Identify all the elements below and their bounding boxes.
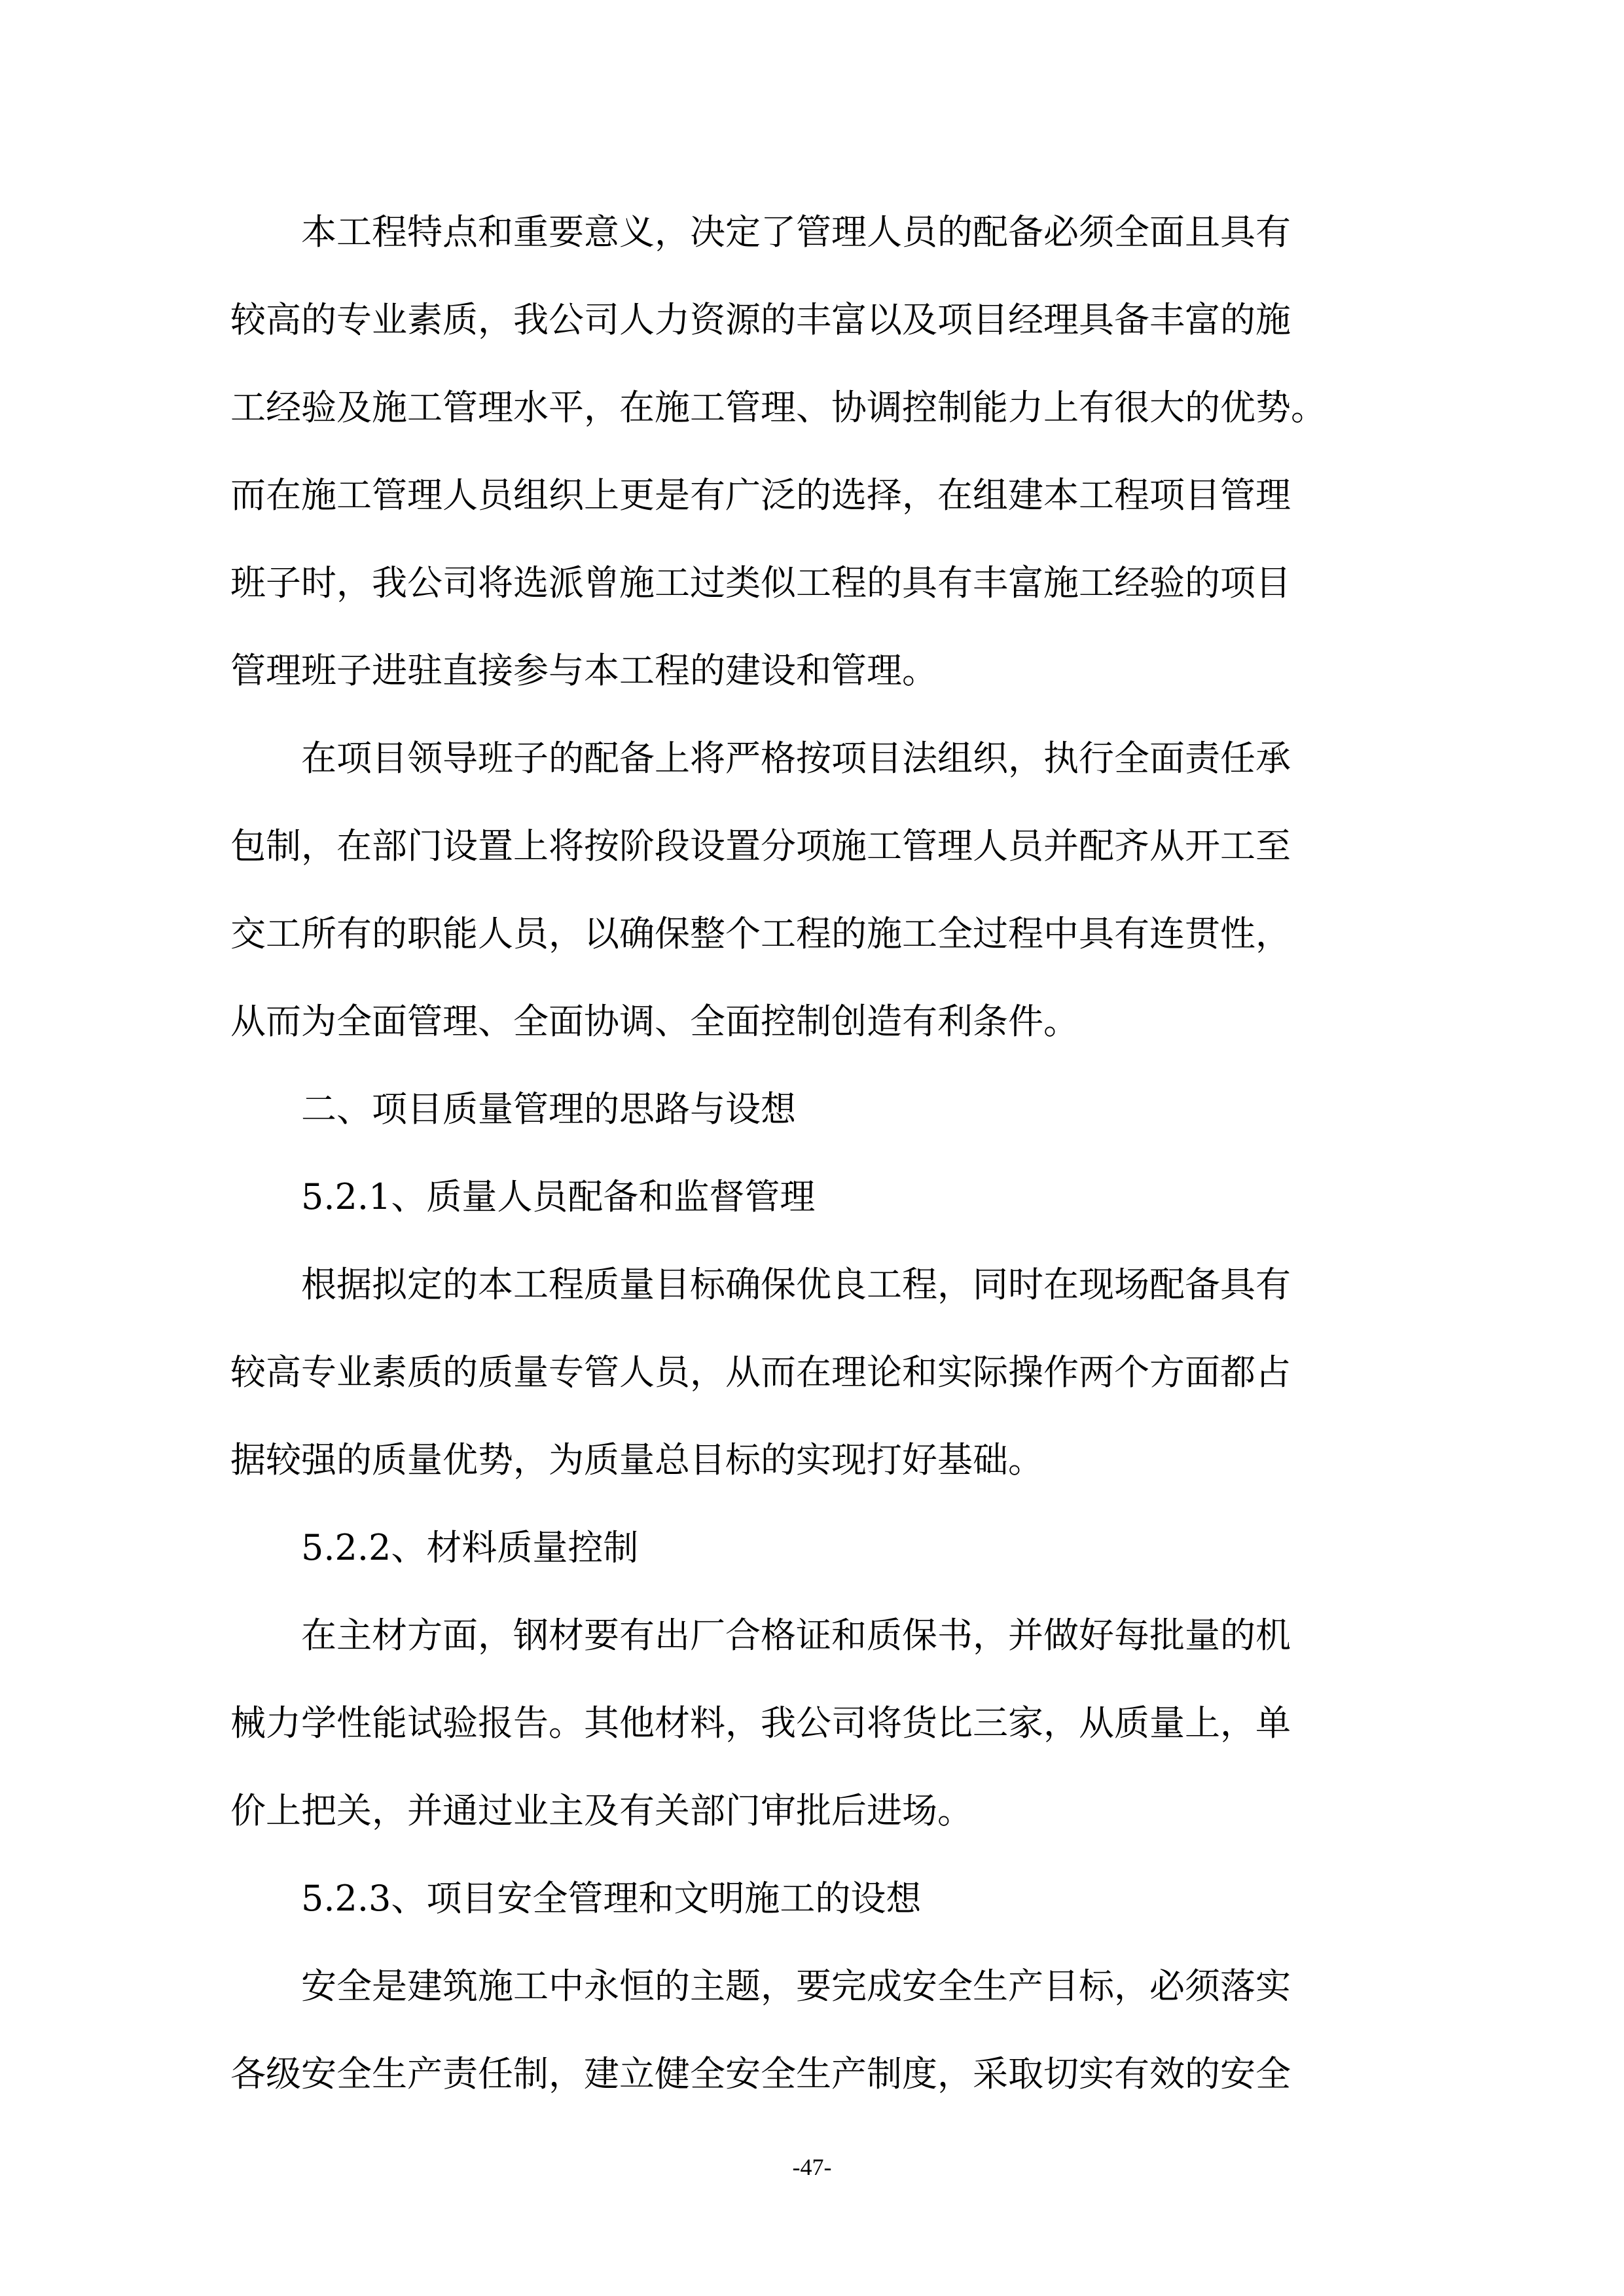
paragraph-safety	[230, 1943, 1399, 2118]
text-line: 械力学性能试验报告。其他材料，我公司将货比三家，从质量上，单	[230, 1702, 1291, 1744]
heading-text: 5.2.3、项目安全管理和文明施工的设想	[301, 1878, 922, 1919]
subsection-heading-5-2-1	[230, 1153, 1399, 1241]
subsection-heading-5-2-2	[230, 1504, 1399, 1592]
section-heading-quality	[230, 1066, 1399, 1153]
paragraph-quality-staff	[230, 1241, 1399, 1504]
heading-text: 二、项目质量管理的思路与设想	[301, 1088, 796, 1130]
subsection-heading-5-2-3	[230, 1855, 1399, 1943]
paragraph-material-quality	[230, 1592, 1399, 1855]
text-line: 工经验及施工管理水平，在施工管理、协调控制能力上有很大的优势。	[230, 387, 1326, 428]
text-line: 而在施工管理人员组织上更是有广泛的选择，在组建本工程项目管理	[230, 475, 1291, 516]
text-line: 据较强的质量优势，为质量总目标的实现打好基础。	[230, 1439, 1043, 1480]
text-line: 管理班子进驻直接参与本工程的建设和管理。	[230, 650, 937, 691]
text-line: 安全是建筑施工中永恒的主题，要完成安全生产目标，必须落实	[301, 1965, 1291, 2007]
text-line: 交工所有的职能人员，以确保整个工程的施工全过程中具有连贯性，	[230, 913, 1291, 954]
text-line: 较高的专业素质，我公司人力资源的丰富以及项目经理具备丰富的施	[230, 299, 1291, 340]
text-line: 在主材方面，钢材要有出厂合格证和质保书，并做好每批量的机	[301, 1615, 1291, 1656]
text-line: 班子时，我公司将选派曾施工过类似工程的具有丰富施工经验的项目	[230, 562, 1291, 603]
text-line: 价上把关，并通过业主及有关部门审批后进场。	[230, 1790, 973, 1831]
text-line: 在项目领导班子的配备上将严格按项目法组织，执行全面责任承	[301, 738, 1291, 779]
text-line: 从而为全面管理、全面协调、全面控制创造有利条件。	[230, 1001, 1079, 1042]
document-body	[230, 188, 1399, 2118]
text-line: 各级安全生产责任制，建立健全安全生产制度，采取切实有效的安全	[230, 2053, 1291, 2094]
text-line: 包制，在部门设置上将按阶段设置分项施工管理人员并配齐从开工至	[230, 825, 1291, 867]
paragraph-leadership-team	[230, 715, 1399, 1066]
paragraph-management-staffing	[230, 188, 1399, 715]
text-line: 根据拟定的本工程质量目标确保优良工程，同时在现场配备具有	[301, 1264, 1291, 1305]
heading-text: 5.2.1、质量人员配备和监督管理	[301, 1176, 816, 1217]
heading-text: 5.2.2、材料质量控制	[301, 1527, 639, 1568]
text-line: 本工程特点和重要意义，决定了管理人员的配备必须全面且具有	[301, 211, 1291, 253]
text-line: 较高专业素质的质量专管人员，从而在理论和实际操作两个方面都占	[230, 1352, 1291, 1393]
page-number: -47-	[792, 2154, 832, 2180]
